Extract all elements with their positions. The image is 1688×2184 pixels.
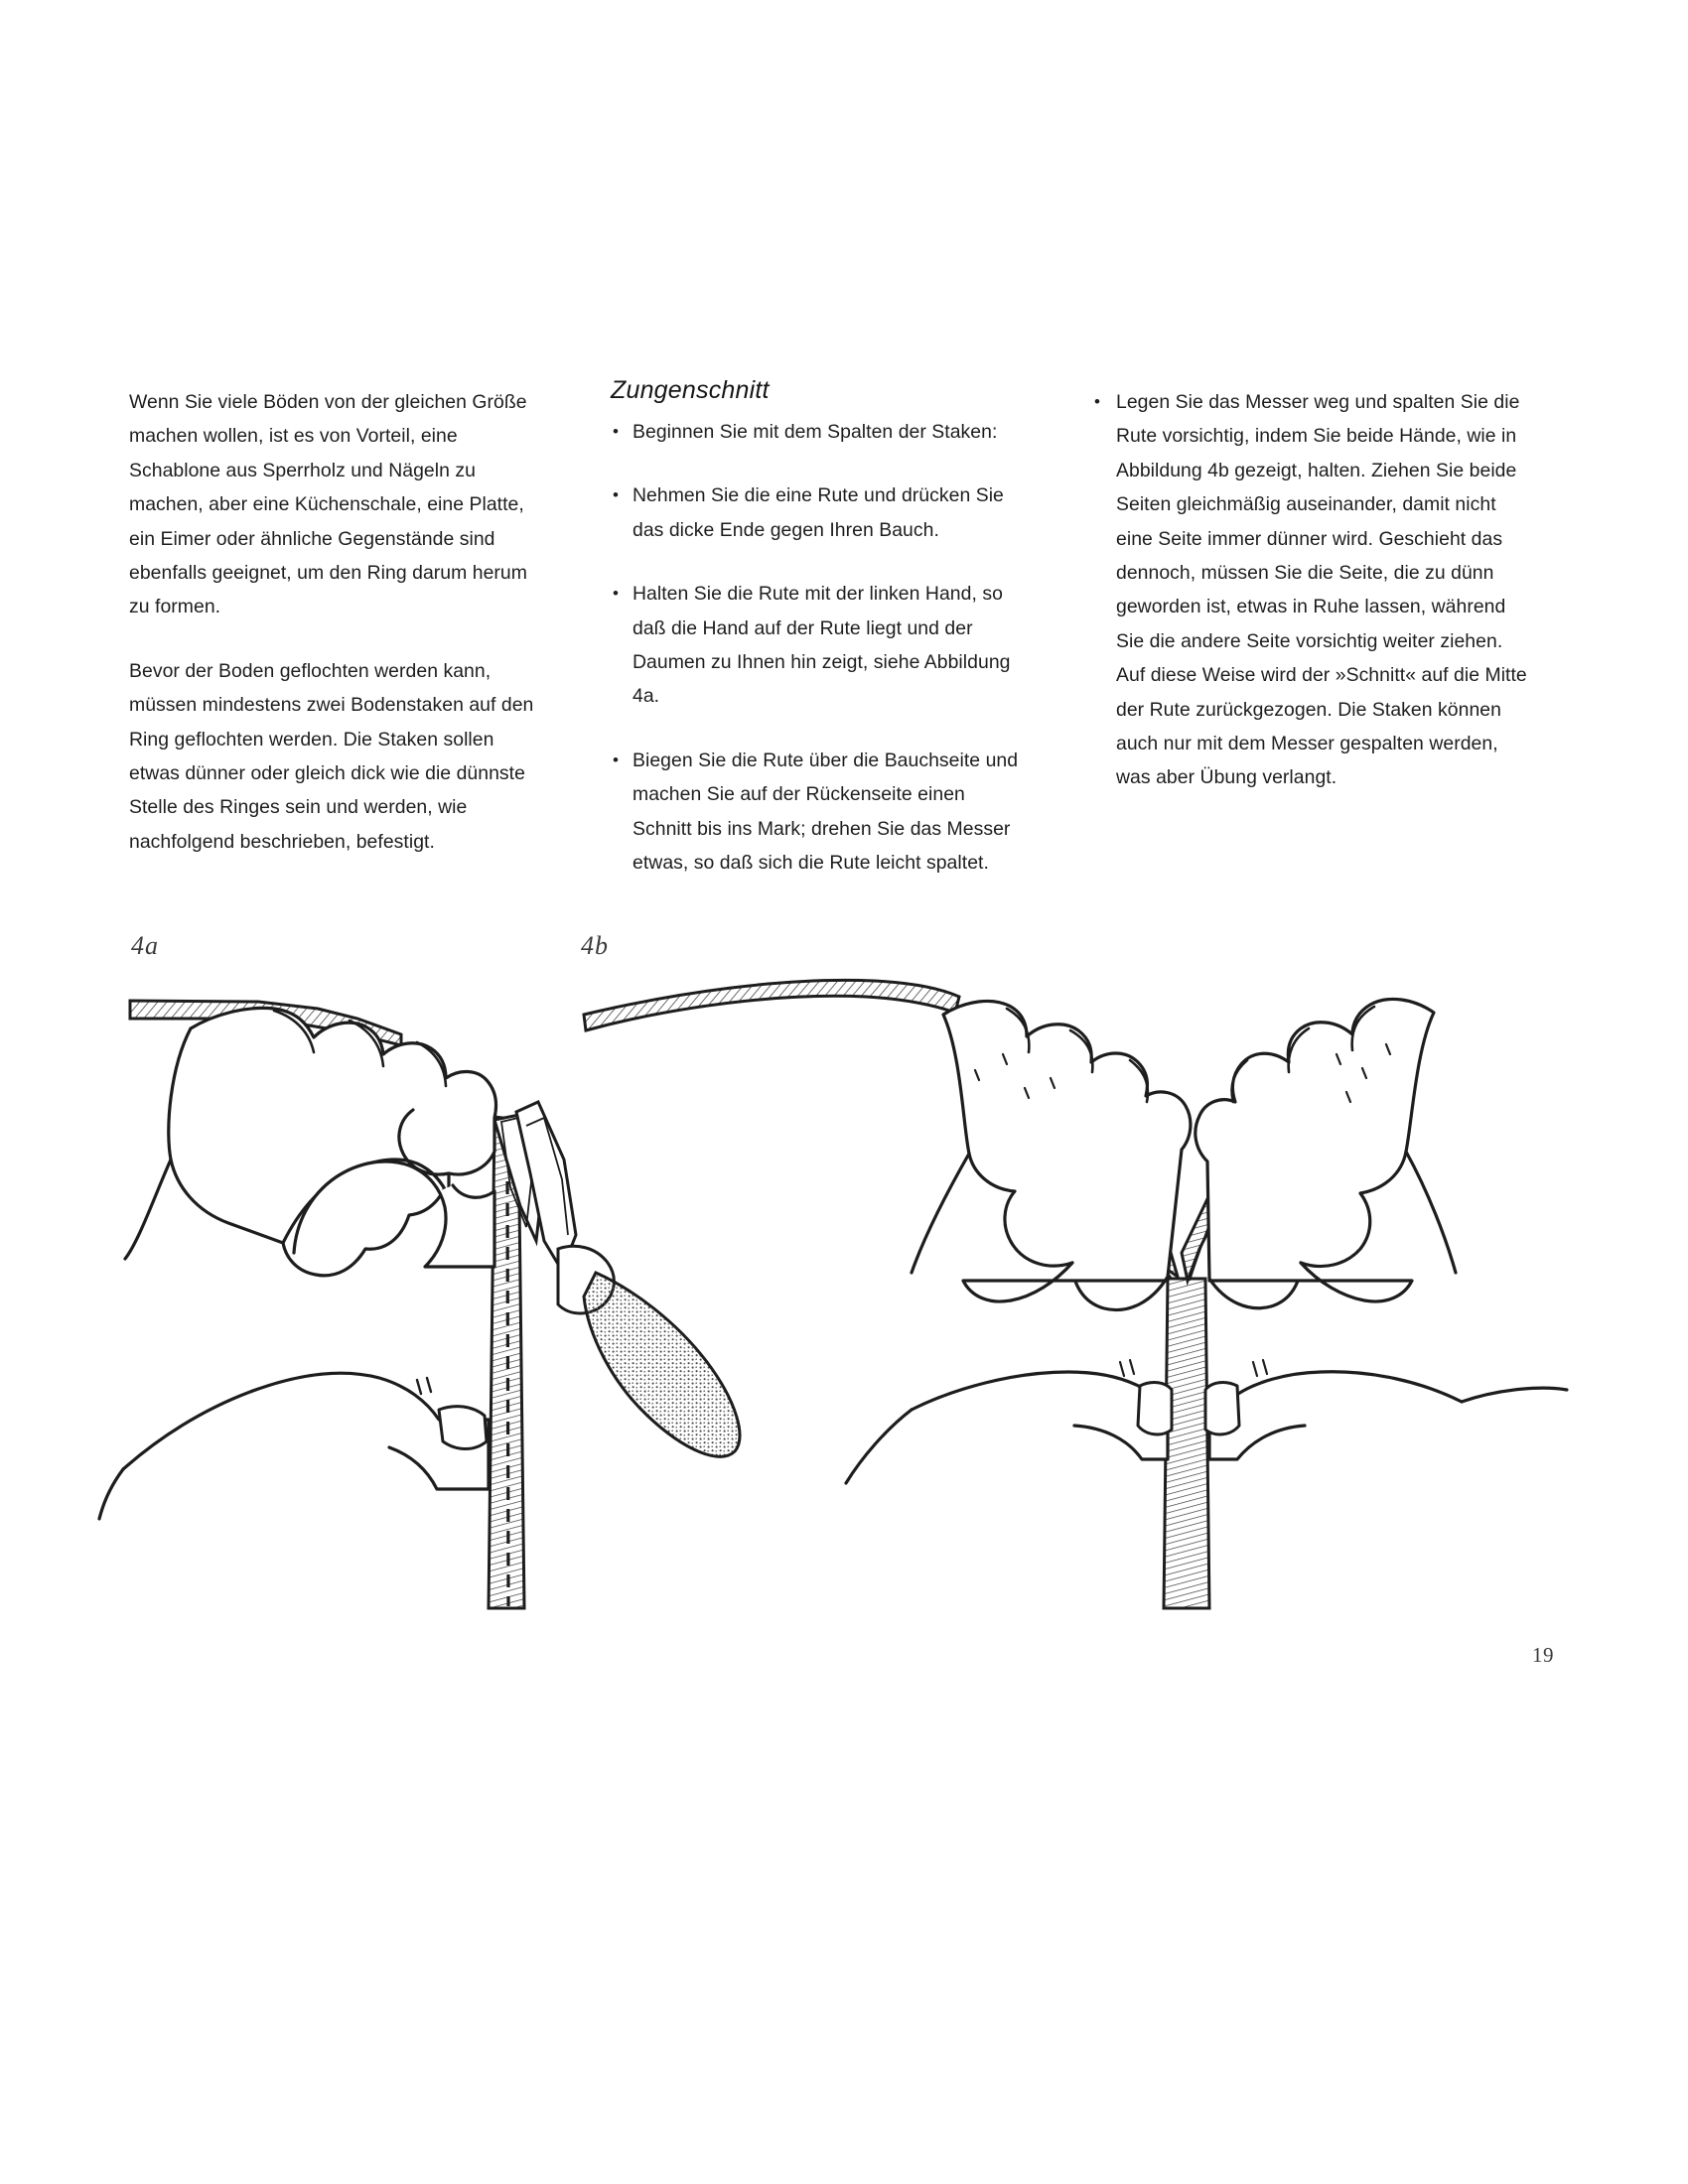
list-item-text: Beginnen Sie mit dem Spalten der Staken: — [633, 421, 998, 443]
bullet-icon: • — [1094, 392, 1101, 411]
list-item-text: Nehmen Sie die eine Rute und drücken Sie das dicke Ende gegen Ihren Bauch. — [633, 484, 1004, 541]
paragraph: Wenn Sie viele Böden von der gleichen Größe machen wollen, ist es von Vorteil, eine Schablone aus Sperrholz und Nägeln zu machen, aber eine Küchenschale, eine Platte, ein Eimer oder ähnliche Gegenstände sind ebenfalls geeignet, um den Ring darum herum zu formen. — [129, 391, 527, 618]
willow-rod-upper-4b — [584, 980, 959, 1030]
page-number: 19 — [1532, 1643, 1554, 1667]
paragraph: Bevor der Boden geflochten werden kann, müssen mindestens zwei Bodenstaken auf den Ring geflochten werden. Die Staken sollen etwas dünner oder gleich dick wie die dünnste Stelle des Ringes sein und werden, wie nachfolgend beschrieben, befestigt. — [129, 659, 534, 853]
figure-label-4a: 4a — [131, 931, 159, 960]
bullet-icon: • — [613, 750, 620, 769]
bullet-icon: • — [613, 584, 620, 604]
list-item-text: Legen Sie das Messer weg und spalten Sie die Rute vorsichtig, indem Sie beide Hände, wie in Abbildung 4b gezeigt, halten. Ziehen Sie beide Seiten gleichmäßig auseinander, damit nicht eine Seite immer dünner wird. Geschieht das dennoch, müssen Sie die Seite, die zu dünn geworden ist, etwas in Ruhe lassen, während Sie die andere Seite vorsichtig weiter ziehen. Auf diese Weise wird der »Schnitt« auf die Mitte der Rute zurückgezogen. Die Staken können auch nur mit dem Messer gespalten werden, was aber Übung verlangt. — [1116, 391, 1527, 789]
figure-4a — [99, 1001, 740, 1608]
figure-label-4b: 4b — [581, 931, 609, 960]
hand-left-4b — [846, 1001, 1191, 1483]
hand-right-4b — [1196, 999, 1567, 1459]
list-item-text: Biegen Sie die Rute über die Bauchseite und machen Sie auf der Rückenseite einen Schnitt bis ins Mark; drehen Sie das Messer etwas, so daß sich die Rute leicht spaltet. — [633, 749, 1019, 875]
section-heading: Zungenschnitt — [611, 376, 770, 404]
figure-4b — [584, 980, 1567, 1608]
hand-4a — [99, 1008, 495, 1519]
knife-4a — [516, 1102, 740, 1456]
bullet-icon: • — [613, 485, 620, 505]
list-item-text: Halten Sie die Rute mit der linken Hand, so daß die Hand auf der Rute liegt und der Daumen zu Ihnen hin zeigt, siehe Abbildung 4a. — [633, 583, 1011, 708]
bullet-icon: • — [613, 422, 620, 441]
